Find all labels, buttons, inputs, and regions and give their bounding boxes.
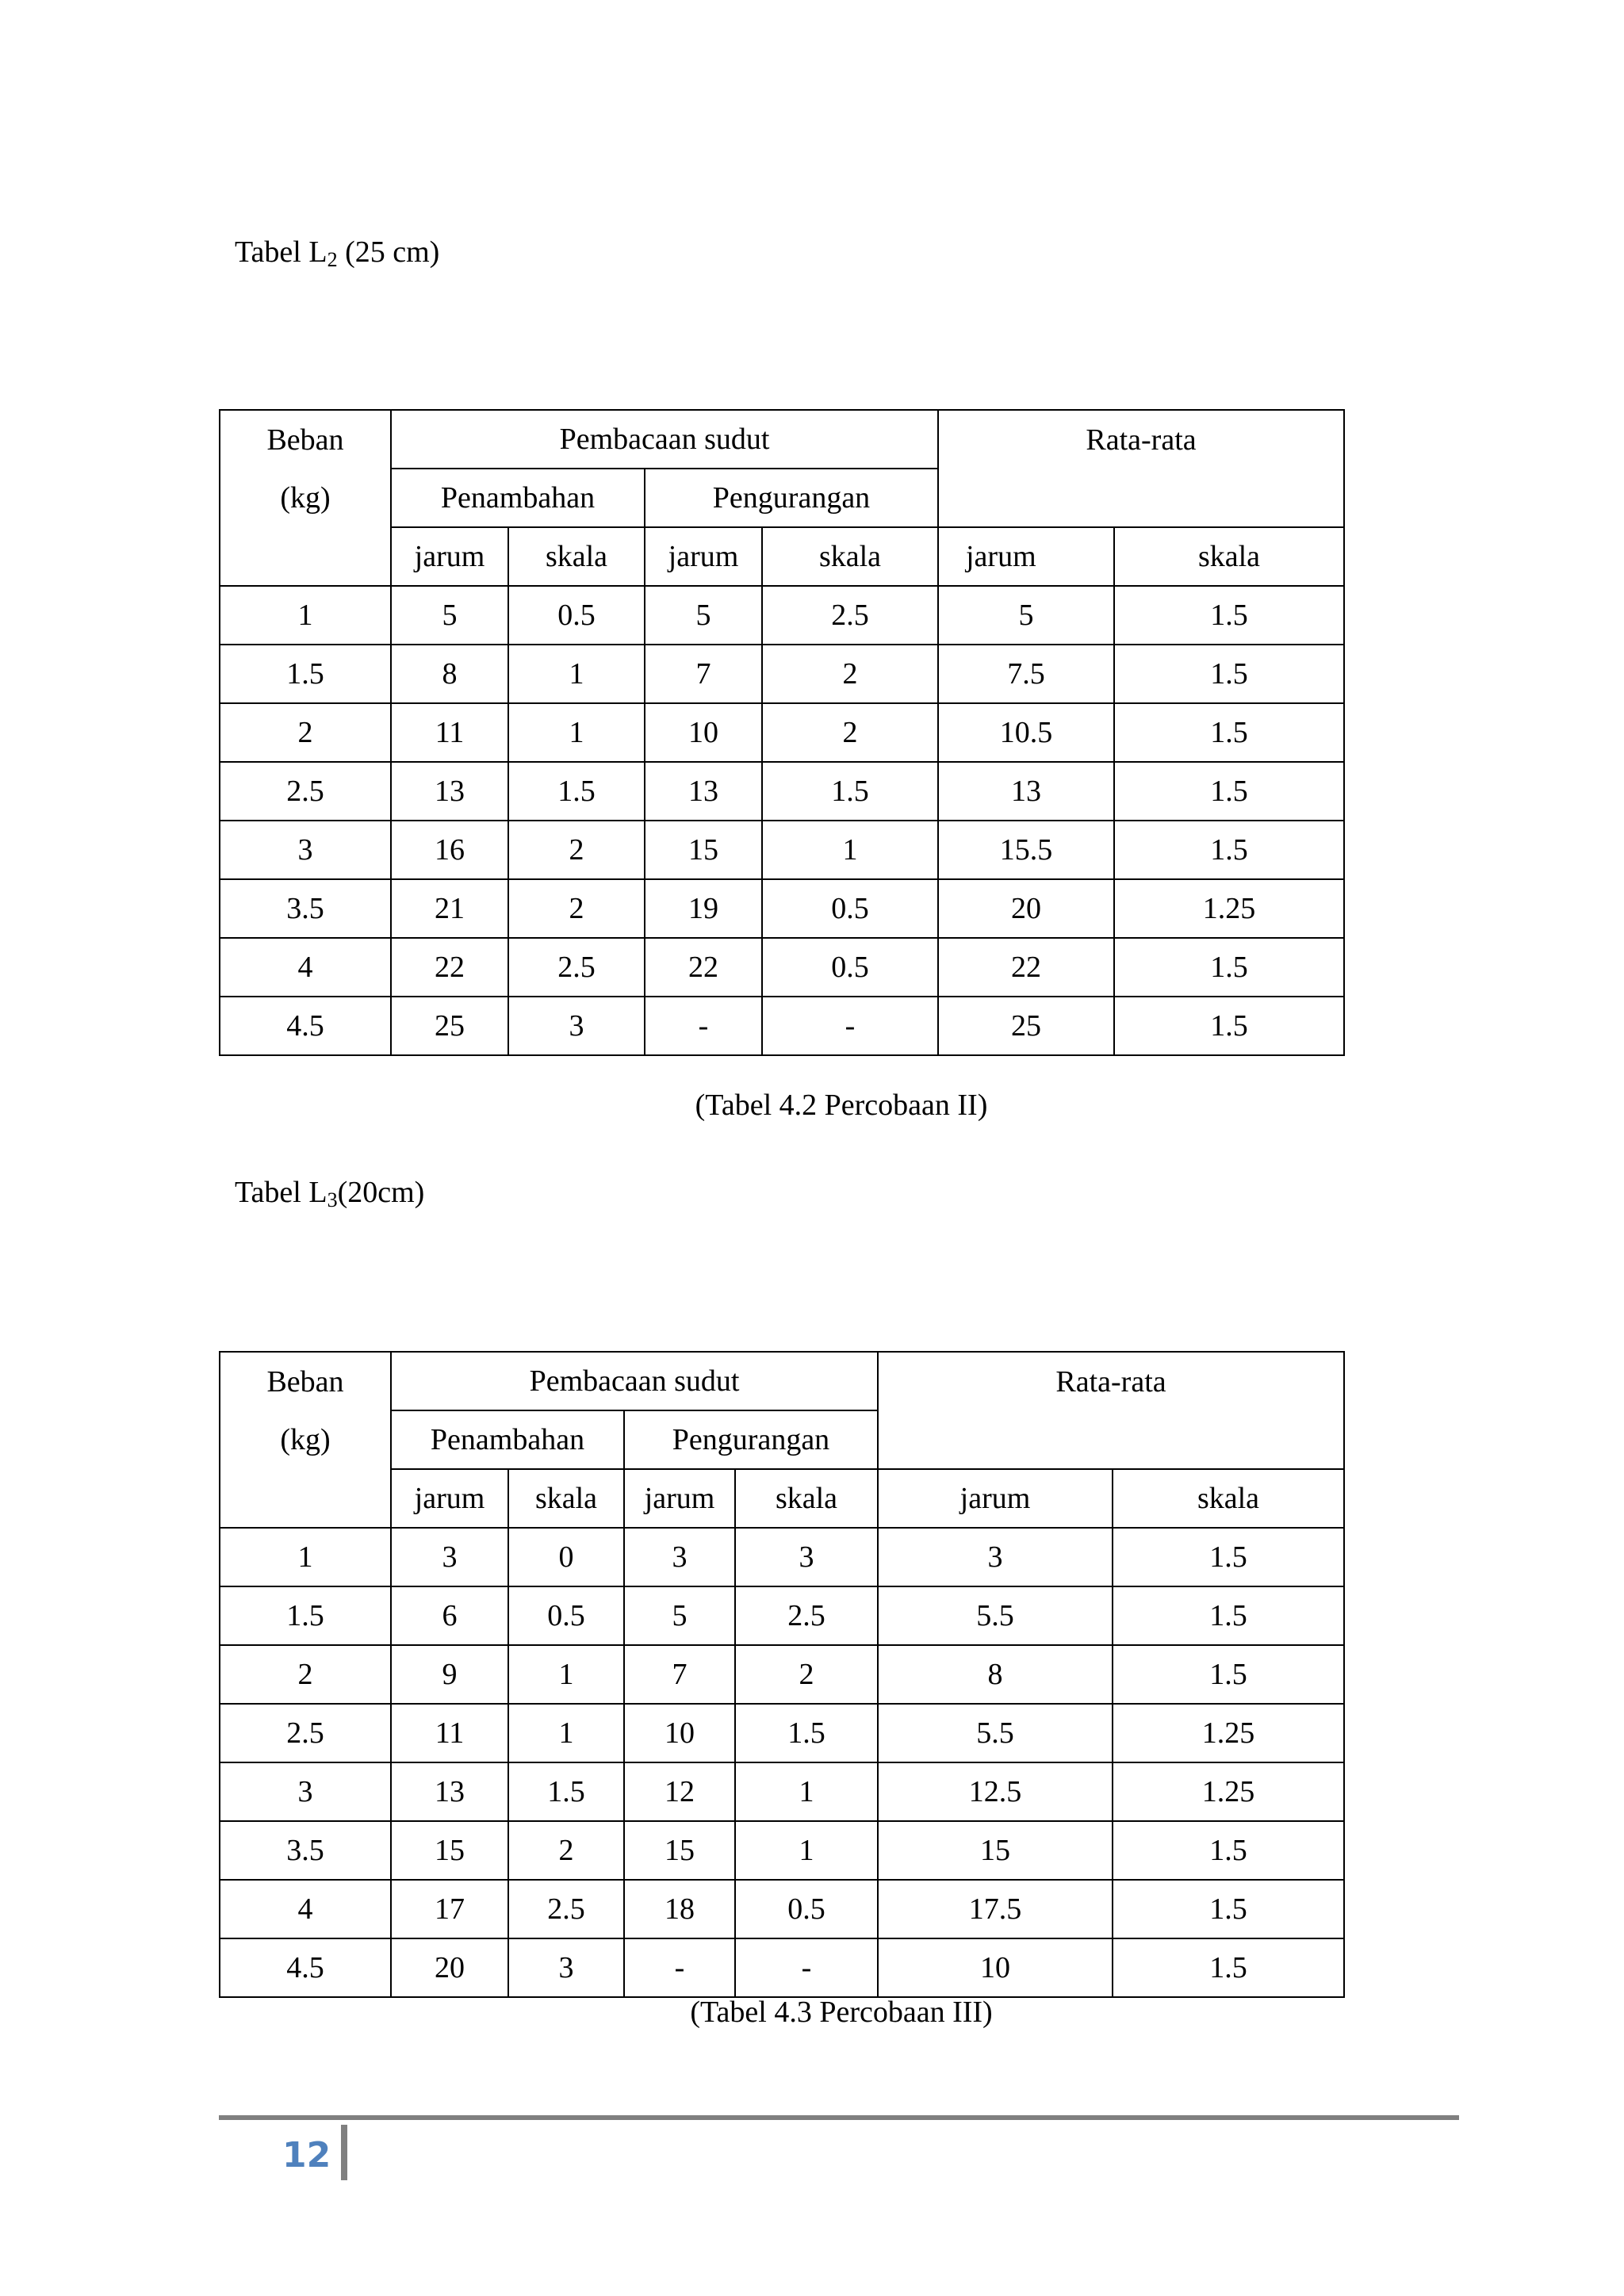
cell-penambahan-skala: 1.5: [508, 762, 645, 821]
table-row: [220, 1821, 1344, 1880]
cell-rata-skala: 1.5: [1113, 1880, 1344, 1938]
header-skala: skala: [508, 527, 645, 586]
cell-pengurangan-skala: -: [762, 997, 938, 1055]
header-rata-rata: Rata-rata: [878, 1352, 1344, 1410]
cell-pengurangan-skala: 2: [762, 703, 938, 762]
cell-pengurangan-jarum: 10: [624, 1704, 735, 1762]
header-rata-rata: Rata-rata: [938, 410, 1344, 469]
footer-rule: [219, 2115, 1459, 2120]
cell-beban: 2: [220, 703, 391, 762]
cell-rata-skala: 1.25: [1114, 879, 1344, 938]
table-row: [220, 1880, 1344, 1938]
cell-pengurangan-jarum: 15: [624, 1821, 735, 1880]
cell-pengurangan-jarum: 5: [624, 1586, 735, 1645]
cell-rata-skala: 1.5: [1114, 762, 1344, 821]
cell-beban: 2: [220, 1645, 391, 1704]
cell-beban: 2.5: [220, 762, 391, 821]
table-row: [220, 1938, 1344, 1997]
cell-pengurangan-jarum: 7: [624, 1645, 735, 1704]
header-rata-rata-blank: [938, 469, 1344, 527]
table-1-heading: Tabel $L_2$ (25 cm): [235, 235, 440, 271]
cell-pengurangan-skala: 0.5: [762, 879, 938, 938]
cell-rata-skala: 1.5: [1113, 1586, 1344, 1645]
table-row: [220, 762, 1344, 821]
table-2-caption: (Tabel 4.3 Percobaan III): [690, 1996, 993, 2029]
cell-pengurangan-skala: 2: [735, 1645, 878, 1704]
cell-penambahan-jarum: 17: [391, 1880, 508, 1938]
cell-penambahan-skala: 2: [508, 879, 645, 938]
cell-beban: 3: [220, 821, 391, 879]
cell-penambahan-jarum: 21: [391, 879, 508, 938]
cell-pengurangan-jarum: 5: [645, 586, 762, 645]
header-beban-blank: [220, 1469, 391, 1528]
table-row: [220, 1528, 1344, 1586]
table-row: [220, 879, 1344, 938]
cell-rata-skala: 1.5: [1114, 938, 1344, 997]
cell-beban: 3: [220, 1762, 391, 1821]
cell-penambahan-jarum: 11: [391, 703, 508, 762]
cell-penambahan-skala: 2: [508, 821, 645, 879]
cell-rata-jarum: 3: [878, 1528, 1113, 1586]
cell-rata-skala: 1.5: [1114, 645, 1344, 703]
cell-penambahan-skala: 2: [508, 1821, 624, 1880]
cell-rata-jarum: 7.5: [938, 645, 1114, 703]
cell-rata-jarum: 17.5: [878, 1880, 1113, 1938]
cell-rata-jarum: 20: [938, 879, 1114, 938]
cell-beban: 1.5: [220, 645, 391, 703]
header-unit: (kg): [220, 469, 391, 527]
cell-pengurangan-jarum: 3: [624, 1528, 735, 1586]
cell-beban: 3.5: [220, 1821, 391, 1880]
cell-penambahan-jarum: 6: [391, 1586, 508, 1645]
cell-penambahan-jarum: 13: [391, 1762, 508, 1821]
cell-penambahan-skala: 1: [508, 1645, 624, 1704]
cell-pengurangan-jarum: 13: [645, 762, 762, 821]
cell-beban: 4: [220, 1880, 391, 1938]
table-row: [220, 645, 1344, 703]
cell-rata-jarum: 5.5: [878, 1704, 1113, 1762]
cell-rata-skala: 1.5: [1113, 1821, 1344, 1880]
header-jarum: jarum: [645, 527, 762, 586]
cell-pengurangan-skala: 0.5: [762, 938, 938, 997]
cell-rata-skala: 1.5: [1114, 586, 1344, 645]
header-skala: skala: [1113, 1469, 1344, 1528]
cell-rata-skala: 1.5: [1114, 997, 1344, 1055]
table-row: [220, 1762, 1344, 1821]
cell-beban: 4: [220, 938, 391, 997]
header-jarum: jarum: [624, 1469, 735, 1528]
cell-penambahan-skala: 2.5: [508, 1880, 624, 1938]
table-row: [220, 1586, 1344, 1645]
cell-pengurangan-jarum: -: [645, 997, 762, 1055]
cell-rata-skala: 1.5: [1113, 1645, 1344, 1704]
cell-pengurangan-skala: 2: [762, 645, 938, 703]
cell-penambahan-skala: 1.5: [508, 1762, 624, 1821]
cell-rata-skala: 1.25: [1113, 1762, 1344, 1821]
cell-penambahan-skala: 0: [508, 1528, 624, 1586]
cell-rata-jarum: 10: [878, 1938, 1113, 1997]
table-1: [219, 409, 1345, 1056]
cell-beban: 1: [220, 1528, 391, 1586]
cell-rata-skala: 1.5: [1113, 1938, 1344, 1997]
cell-pengurangan-jarum: 10: [645, 703, 762, 762]
cell-rata-jarum: 8: [878, 1645, 1113, 1704]
cell-pengurangan-jarum: 18: [624, 1880, 735, 1938]
table-row: [220, 1645, 1344, 1704]
cell-beban: 4.5: [220, 997, 391, 1055]
page-number: 12: [282, 2135, 331, 2175]
cell-rata-jarum: 10.5: [938, 703, 1114, 762]
cell-rata-jarum: 25: [938, 997, 1114, 1055]
header-penambahan: Penambahan: [391, 469, 645, 527]
cell-pengurangan-skala: 1.5: [735, 1704, 878, 1762]
cell-penambahan-jarum: 22: [391, 938, 508, 997]
cell-penambahan-jarum: 25: [391, 997, 508, 1055]
cell-beban: 1.5: [220, 1586, 391, 1645]
cell-penambahan-jarum: 20: [391, 1938, 508, 1997]
cell-rata-skala: 1.5: [1113, 1528, 1344, 1586]
header-penambahan: Penambahan: [391, 1410, 624, 1469]
cell-rata-skala: 1.5: [1114, 821, 1344, 879]
cell-penambahan-skala: 1: [508, 703, 645, 762]
cell-beban: 3.5: [220, 879, 391, 938]
cell-rata-jarum: 12.5: [878, 1762, 1113, 1821]
cell-rata-skala: 1.25: [1113, 1704, 1344, 1762]
header-jarum: jarum: [391, 527, 508, 586]
cell-pengurangan-skala: 3: [735, 1528, 878, 1586]
table-row: [220, 997, 1344, 1055]
cell-rata-jarum: 13: [938, 762, 1114, 821]
header-skala: skala: [762, 527, 938, 586]
cell-pengurangan-skala: 1: [735, 1821, 878, 1880]
header-jarum: jarum: [391, 1469, 508, 1528]
cell-penambahan-jarum: 8: [391, 645, 508, 703]
table-2-heading: Tabel $L_3(20cm)$: [235, 1176, 425, 1211]
cell-pengurangan-jarum: 22: [645, 938, 762, 997]
cell-pengurangan-jarum: -: [624, 1938, 735, 1997]
cell-pengurangan-jarum: 12: [624, 1762, 735, 1821]
cell-penambahan-jarum: 3: [391, 1528, 508, 1586]
cell-pengurangan-skala: 1: [762, 821, 938, 879]
cell-penambahan-skala: 0.5: [508, 586, 645, 645]
cell-beban: 1: [220, 586, 391, 645]
header-beban: Beban: [220, 1352, 391, 1410]
header-pengurangan: Pengurangan: [645, 469, 938, 527]
table-row: [220, 703, 1344, 762]
header-rata-rata-blank: [878, 1410, 1344, 1469]
cell-beban: 4.5: [220, 1938, 391, 1997]
cell-penambahan-skala: 0.5: [508, 1586, 624, 1645]
header-jarum: jarum: [878, 1469, 1113, 1528]
cell-penambahan-skala: 3: [508, 997, 645, 1055]
table-row: [220, 586, 1344, 645]
cell-penambahan-skala: 1: [508, 1704, 624, 1762]
cell-penambahan-jarum: 5: [391, 586, 508, 645]
cell-penambahan-jarum: 11: [391, 1704, 508, 1762]
cell-pengurangan-skala: 2.5: [735, 1586, 878, 1645]
table-row: [220, 1704, 1344, 1762]
header-jarum: jarum: [938, 527, 1114, 586]
header-skala: skala: [508, 1469, 624, 1528]
footer-divider: [341, 2125, 347, 2180]
cell-penambahan-jarum: 15: [391, 1821, 508, 1880]
cell-pengurangan-skala: 2.5: [762, 586, 938, 645]
cell-pengurangan-skala: 1: [735, 1762, 878, 1821]
cell-rata-jarum: 5: [938, 586, 1114, 645]
cell-pengurangan-jarum: 19: [645, 879, 762, 938]
cell-penambahan-skala: 3: [508, 1938, 624, 1997]
cell-pengurangan-skala: 1.5: [762, 762, 938, 821]
cell-rata-jarum: 22: [938, 938, 1114, 997]
table-row: [220, 821, 1344, 879]
table-1-caption: (Tabel 4.2 Percobaan II): [695, 1089, 988, 1122]
header-skala: skala: [1114, 527, 1344, 586]
cell-rata-skala: 1.5: [1114, 703, 1344, 762]
header-skala: skala: [735, 1469, 878, 1528]
table-2: [219, 1351, 1345, 1998]
cell-pengurangan-jarum: 7: [645, 645, 762, 703]
cell-rata-jarum: 5.5: [878, 1586, 1113, 1645]
cell-penambahan-skala: 1: [508, 645, 645, 703]
cell-pengurangan-skala: -: [735, 1938, 878, 1997]
header-pembacaan-sudut: Pembacaan sudut: [391, 410, 938, 469]
cell-beban: 2.5: [220, 1704, 391, 1762]
cell-pengurangan-jarum: 15: [645, 821, 762, 879]
header-pembacaan-sudut: Pembacaan sudut: [391, 1352, 878, 1410]
header-beban-blank: [220, 527, 391, 586]
header-beban: Beban: [220, 410, 391, 469]
header-pengurangan: Pengurangan: [624, 1410, 878, 1469]
cell-penambahan-skala: 2.5: [508, 938, 645, 997]
cell-penambahan-jarum: 13: [391, 762, 508, 821]
cell-penambahan-jarum: 9: [391, 1645, 508, 1704]
table-row: [220, 938, 1344, 997]
cell-rata-jarum: 15: [878, 1821, 1113, 1880]
cell-pengurangan-skala: 0.5: [735, 1880, 878, 1938]
header-unit: (kg): [220, 1410, 391, 1469]
cell-rata-jarum: 15.5: [938, 821, 1114, 879]
cell-penambahan-jarum: 16: [391, 821, 508, 879]
